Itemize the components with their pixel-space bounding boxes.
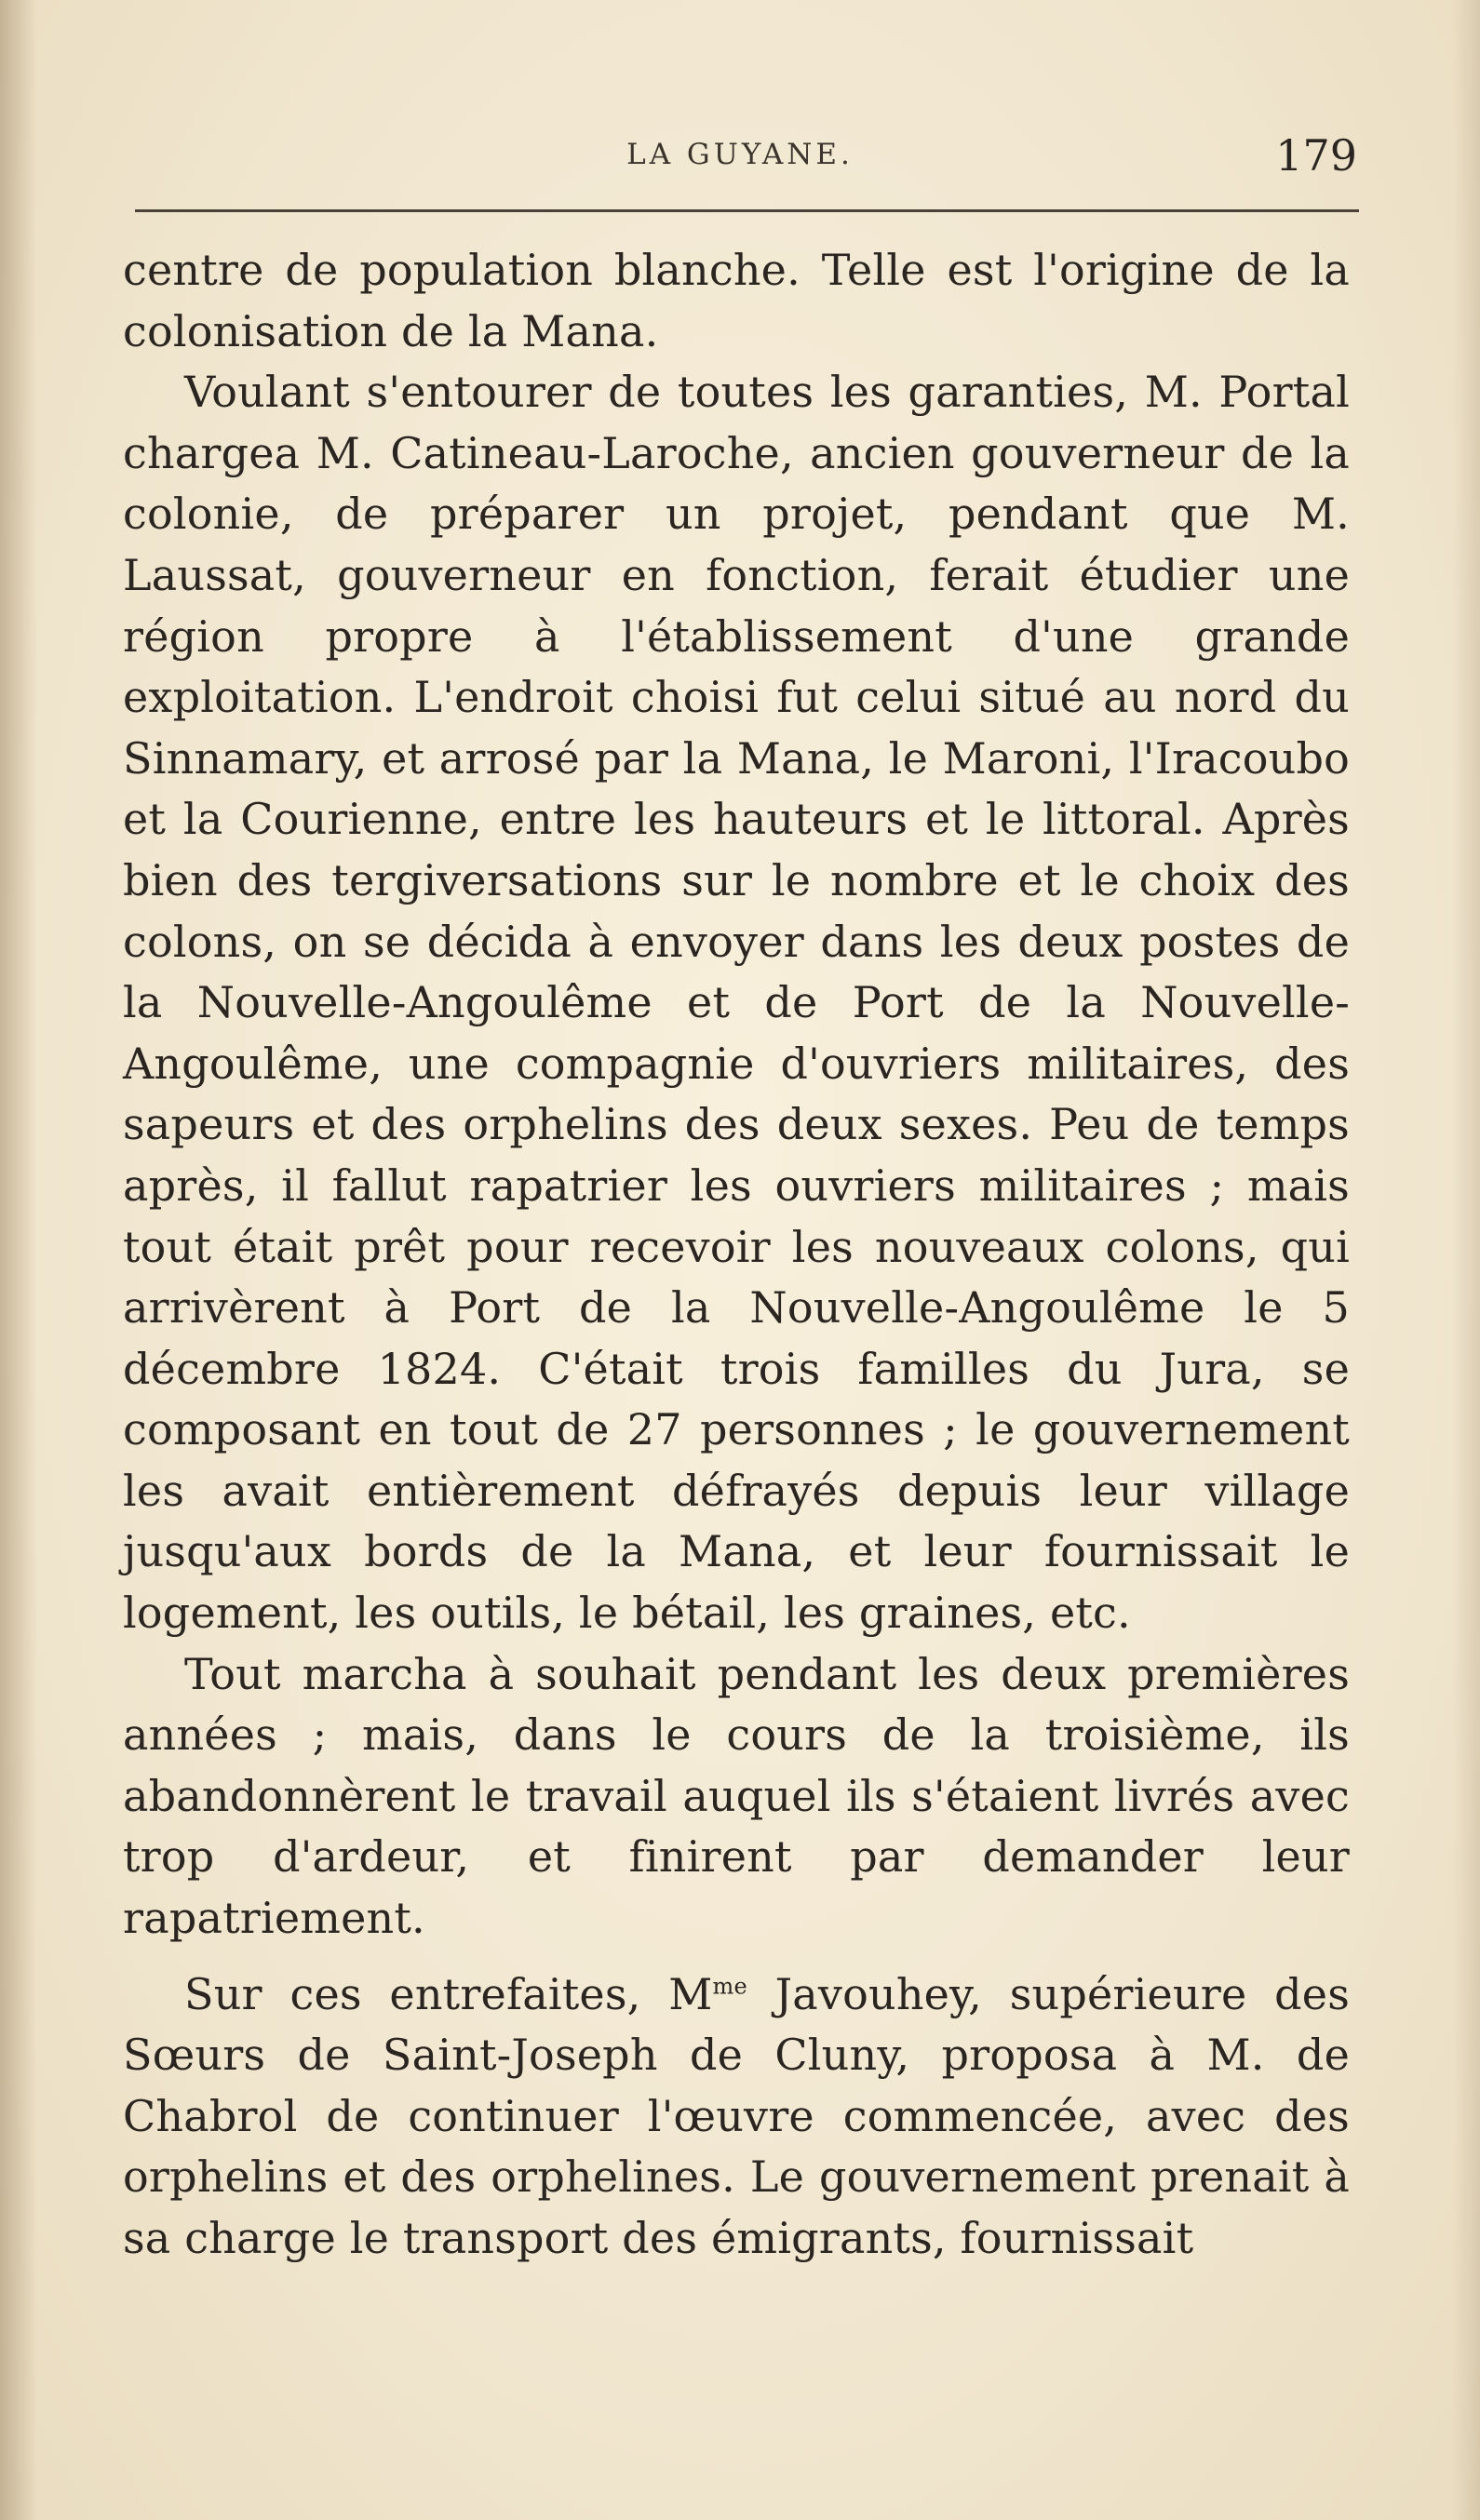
running-title: LA GUYANE. (626, 138, 854, 171)
page-number: 179 (1275, 130, 1357, 181)
paragraph-4-start: Sur ces entrefaites, M (184, 1968, 713, 2019)
paragraph-2: Voulant s'entourer de toutes les garanties, M. Portal chargea M. Catineau-Laroche, ancien gouverneur de la colonie, de préparer un projet, pendant que M. Laussat, gouverneur en fonction, ferait étudier une région propre à l'établissement d'une grande exploitation. L'endroit choisi fut celui situé au nord du Sinnamary, et arrosé par la Mana, le Maroni, l'Iracoubo et la Courienne, entre les hauteurs et le littoral. Après bien des tergiversations sur le nombre et le choix des colons, on se décida à envoyer dans les deux postes de la Nouvelle-Angoulême et de Port de la Nouvelle-Angoulême, une compagnie d'ouvriers militaires, des sapeurs et des orphelins des deux sexes. Peu de temps après, il fallut rapatrier les ouvriers militaires ; mais tout était prêt pour recevoir les nouveaux colons, qui arrivèrent à Port de la Nouvelle-Angoulême le 5 décembre 1824. C'était trois familles du Jura, se composant en tout de 27 personnes ; le gouvernement les avait entièrement défrayés depuis leur village jusqu'aux bords de la Mana, et leur fournissait le logement, les outils, le bétail, les graines, etc. (123, 367, 1350, 1639)
paragraph-3: Tout marcha à souhait pendant les deux premières années ; mais, dans le cours de la troisième, ils abandonnèrent le travail auquel ils s'étaient livrés avec trop d'ardeur, et finirent par demander leur rapatriement. (123, 1648, 1350, 1944)
body-text (123, 240, 1350, 2270)
header-rule (135, 209, 1359, 212)
paragraph-4-rest: Javouhey, supérieure des Sœurs de Saint-Joseph de Cluny, proposa à M. de Chabrol de continuer l'œuvre commencée, avec des orphelins et des orphelines. Le gouvernement prenait à sa charge le transport des émigrants, fournissait (123, 1968, 1350, 2263)
paragraph-1: centre de population blanche. Telle est l'origine de la colonisation de la Mana. (123, 245, 1350, 356)
title-abbreviation-superscript: me (712, 1973, 747, 2000)
paragraph-4 (123, 1964, 1350, 2270)
running-head (0, 130, 1480, 186)
